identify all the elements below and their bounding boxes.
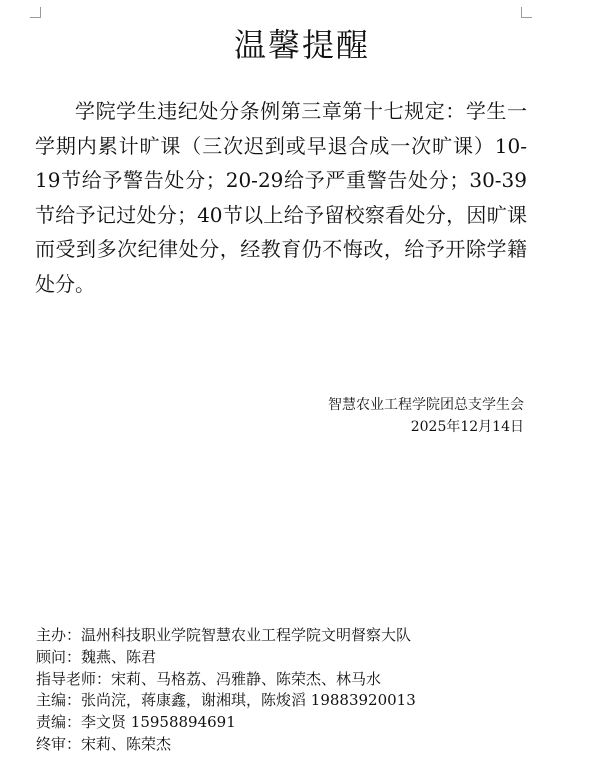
credit-row-final-review — [36, 734, 416, 756]
credit-label: 顾问： — [36, 647, 82, 666]
notice-body: 学院学生违纪处分条例第三章第十七规定：学生一学期内累计旷课（三次迟到或早退合成一次旷课）10-19节给予警告处分；20-29给予严重警告处分；30-39节给予记过处分；40节以上给予留校察看处分，因旷课而受到多次纪律处分，经教育仍不悔改，给予开除学籍处分。 — [35, 99, 527, 296]
credit-row-advisor — [36, 647, 416, 669]
credit-row-host — [36, 625, 416, 647]
page-corner-mark-right — [521, 7, 532, 18]
credit-label: 责编： — [36, 713, 82, 732]
signature-organization: 智慧农业工程学院团总支学生会 — [328, 397, 524, 413]
credit-value: 宋莉、陈荣杰 — [81, 734, 172, 753]
credit-row-chief-editor — [36, 690, 416, 712]
signature-date: 2025年12月14日 — [410, 419, 524, 435]
credit-label: 主办： — [36, 626, 82, 644]
credit-value: 张尚浣，蒋康鑫，谢湘琪，陈焌滔 19883920013 — [81, 691, 416, 710]
credit-label: 终审： — [36, 734, 82, 753]
credit-row-responsible-editor — [36, 712, 416, 734]
credit-value: 宋莉、马格荔、冯雅静、陈荣杰、林马水 — [111, 669, 382, 688]
credits-block — [36, 625, 416, 756]
credit-label: 指导老师： — [36, 669, 112, 688]
credit-value: 魏燕、陈君 — [81, 647, 157, 666]
credit-value: 李文贤 15958894691 — [81, 713, 236, 732]
page-corner-mark-left — [30, 7, 41, 18]
credit-value: 温州科技职业学院智慧农业工程学院文明督察大队 — [81, 626, 412, 644]
document-title: 温馨提醒 — [233, 26, 370, 64]
credit-label: 主编： — [36, 691, 82, 710]
credit-row-instructors — [36, 669, 416, 691]
signature-block — [328, 394, 524, 438]
